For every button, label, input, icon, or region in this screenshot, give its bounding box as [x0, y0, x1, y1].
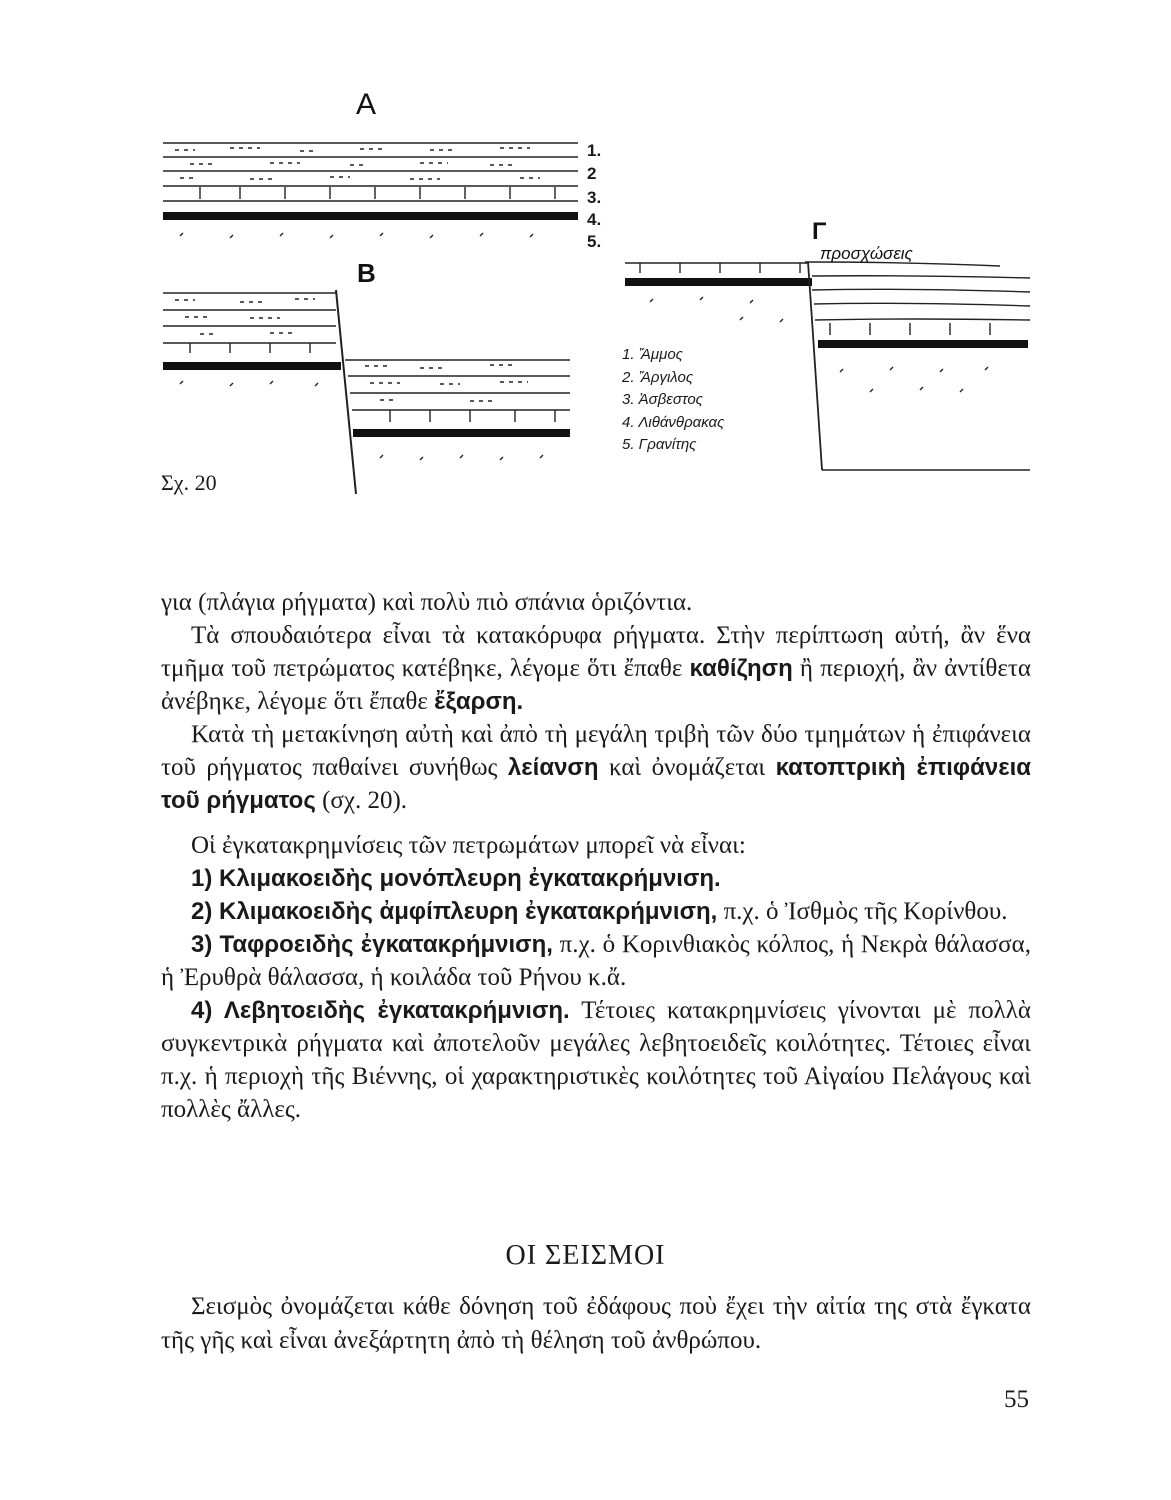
text: Τέτοιες κατακρημνίσεις γίνονται μὲ πολλὰ συγκεντρικὰ ρήγματα καὶ ἀποτελοῦν μεγάλες λεβητοειδεῖς κοιλότητες. Τέτοιες εἶναι π.χ. ἡ περιοχὴ τῆς Βιέννης, οἱ χαρακτηριστικὲς κοιλότητες τοῦ Αἰγαίου Πελάγους καὶ πολλὲς ἄλλες. — [161, 997, 1031, 1123]
list-item-title: 1) Κλιμακοειδὴς μονόπλευρη ἐγκατακρήμνιση. — [191, 865, 721, 892]
paragraph: Σεισμὸς ὀνομάζεται κάθε δόνηση τοῦ ἐδάφους ποὺ ἔχει τὴν αἰτία της στὰ ἔγκατα τῆς γῆς καὶ εἶναι ἀνεξάρτητη ἀπὸ τὴ θέληση τοῦ ἀνθρώπου. — [161, 1293, 1031, 1354]
legend-item: 3. Ἀσβεστος — [622, 391, 703, 408]
layer-number: 4. — [587, 210, 602, 229]
fault-diagram — [0, 0, 1171, 520]
figure-legend — [622, 344, 724, 457]
text: π.χ. ὁ Ἰσθμὸς τῆς Κορίνθου. — [717, 898, 1008, 925]
legend-item: 1. Ἄμμος — [622, 346, 683, 363]
list-item — [161, 994, 1031, 1126]
section-heading: ΟΙ ΣΕΙΣΜΟΙ — [505, 1240, 666, 1271]
figure-20 — [0, 0, 1171, 520]
layer-number: 1. — [587, 141, 602, 160]
text: Οἱ ἐγκατακρημνίσεις τῶν πετρωμάτων μπορεῖ νὰ εἶναι: — [191, 832, 746, 859]
legend-item: 2. Ἄργιλος — [622, 368, 694, 386]
list-item — [161, 862, 1031, 895]
body-text — [161, 586, 1031, 1126]
paragraph — [161, 619, 1031, 718]
list-item-title: 3) Ταφροειδὴς ἐγκατακρήμνιση, — [191, 931, 553, 958]
list-item — [161, 928, 1031, 994]
page-number: 55 — [1004, 1386, 1029, 1413]
list-item-title: 4) Λεβητοειδὴς ἐγκατακρήμνιση. — [191, 997, 570, 1024]
layer-number: 2 — [587, 164, 597, 183]
alluvium-label: προσχώσεις — [820, 244, 913, 263]
paragraph — [161, 829, 1031, 862]
text: π.χ. ὁ Κορινθιακὸς κόλπος, ἡ Νεκρὰ θάλασσα, ἡ Ἐρυθρὰ θάλασσα, ἡ κοιλάδα τοῦ Ρήνου κ.ἄ. — [161, 931, 1031, 991]
panel-a-label: A — [356, 88, 377, 121]
text: ἢ περιοχή, ἂν ἀντίθετα ἀνέβηκε, λέγομε ὅτι ἔπαθε — [161, 655, 1032, 715]
term-kathizisi: καθίζηση — [689, 655, 793, 682]
term-exarsi: ἔξαρση. — [434, 688, 524, 715]
text: καὶ ὀνομάζεται — [598, 754, 776, 781]
legend-item: 5. Γρανίτης — [622, 436, 697, 453]
paragraph — [161, 586, 1031, 619]
paragraph — [161, 718, 1031, 817]
term-leiansi: λείανση — [507, 754, 599, 781]
list-item — [161, 895, 1031, 928]
legend-item: 4. Λιθάνθρακας — [622, 413, 725, 431]
panel-b-label: B — [357, 258, 376, 288]
text: (σχ. 20). — [315, 787, 408, 814]
list-item-title: 2) Κλιμακοειδὴς ἀμφίπλευρη ἐγκατακρήμνιση, — [191, 898, 718, 925]
layer-number: 5. — [587, 232, 602, 251]
section-text — [161, 1290, 1031, 1358]
term-katoptriki: κατοπτρικὴ ἐπιφάνεια τοῦ ρήγματος — [161, 754, 1032, 814]
text: Τὰ σπουδαιότερα εἶναι τὰ κατακόρυφα ρήγματα. Στὴν περίπτωση αὐτή, ἂν ἕνα τμῆμα τοῦ πετρώματος κατέβηκε, λέγομε ὅτι ἔπαθε — [161, 622, 1031, 682]
layer-number: 3. — [587, 188, 602, 207]
figure-caption: Σχ. 20 — [161, 470, 217, 495]
text: για (πλάγια ρήγματα) καὶ πολὺ πιὸ σπάνια ὁριζόντια. — [161, 589, 693, 616]
text: Κατὰ τὴ μετακίνηση αὐτὴ καὶ ἀπὸ τὴ μεγάλη τριβὴ τῶν δύο τμημάτων ἡ ἐπιφάνεια τοῦ ρήγματος παθαίνει συνήθως — [161, 721, 1031, 781]
panel-g-label: Γ — [812, 218, 827, 245]
